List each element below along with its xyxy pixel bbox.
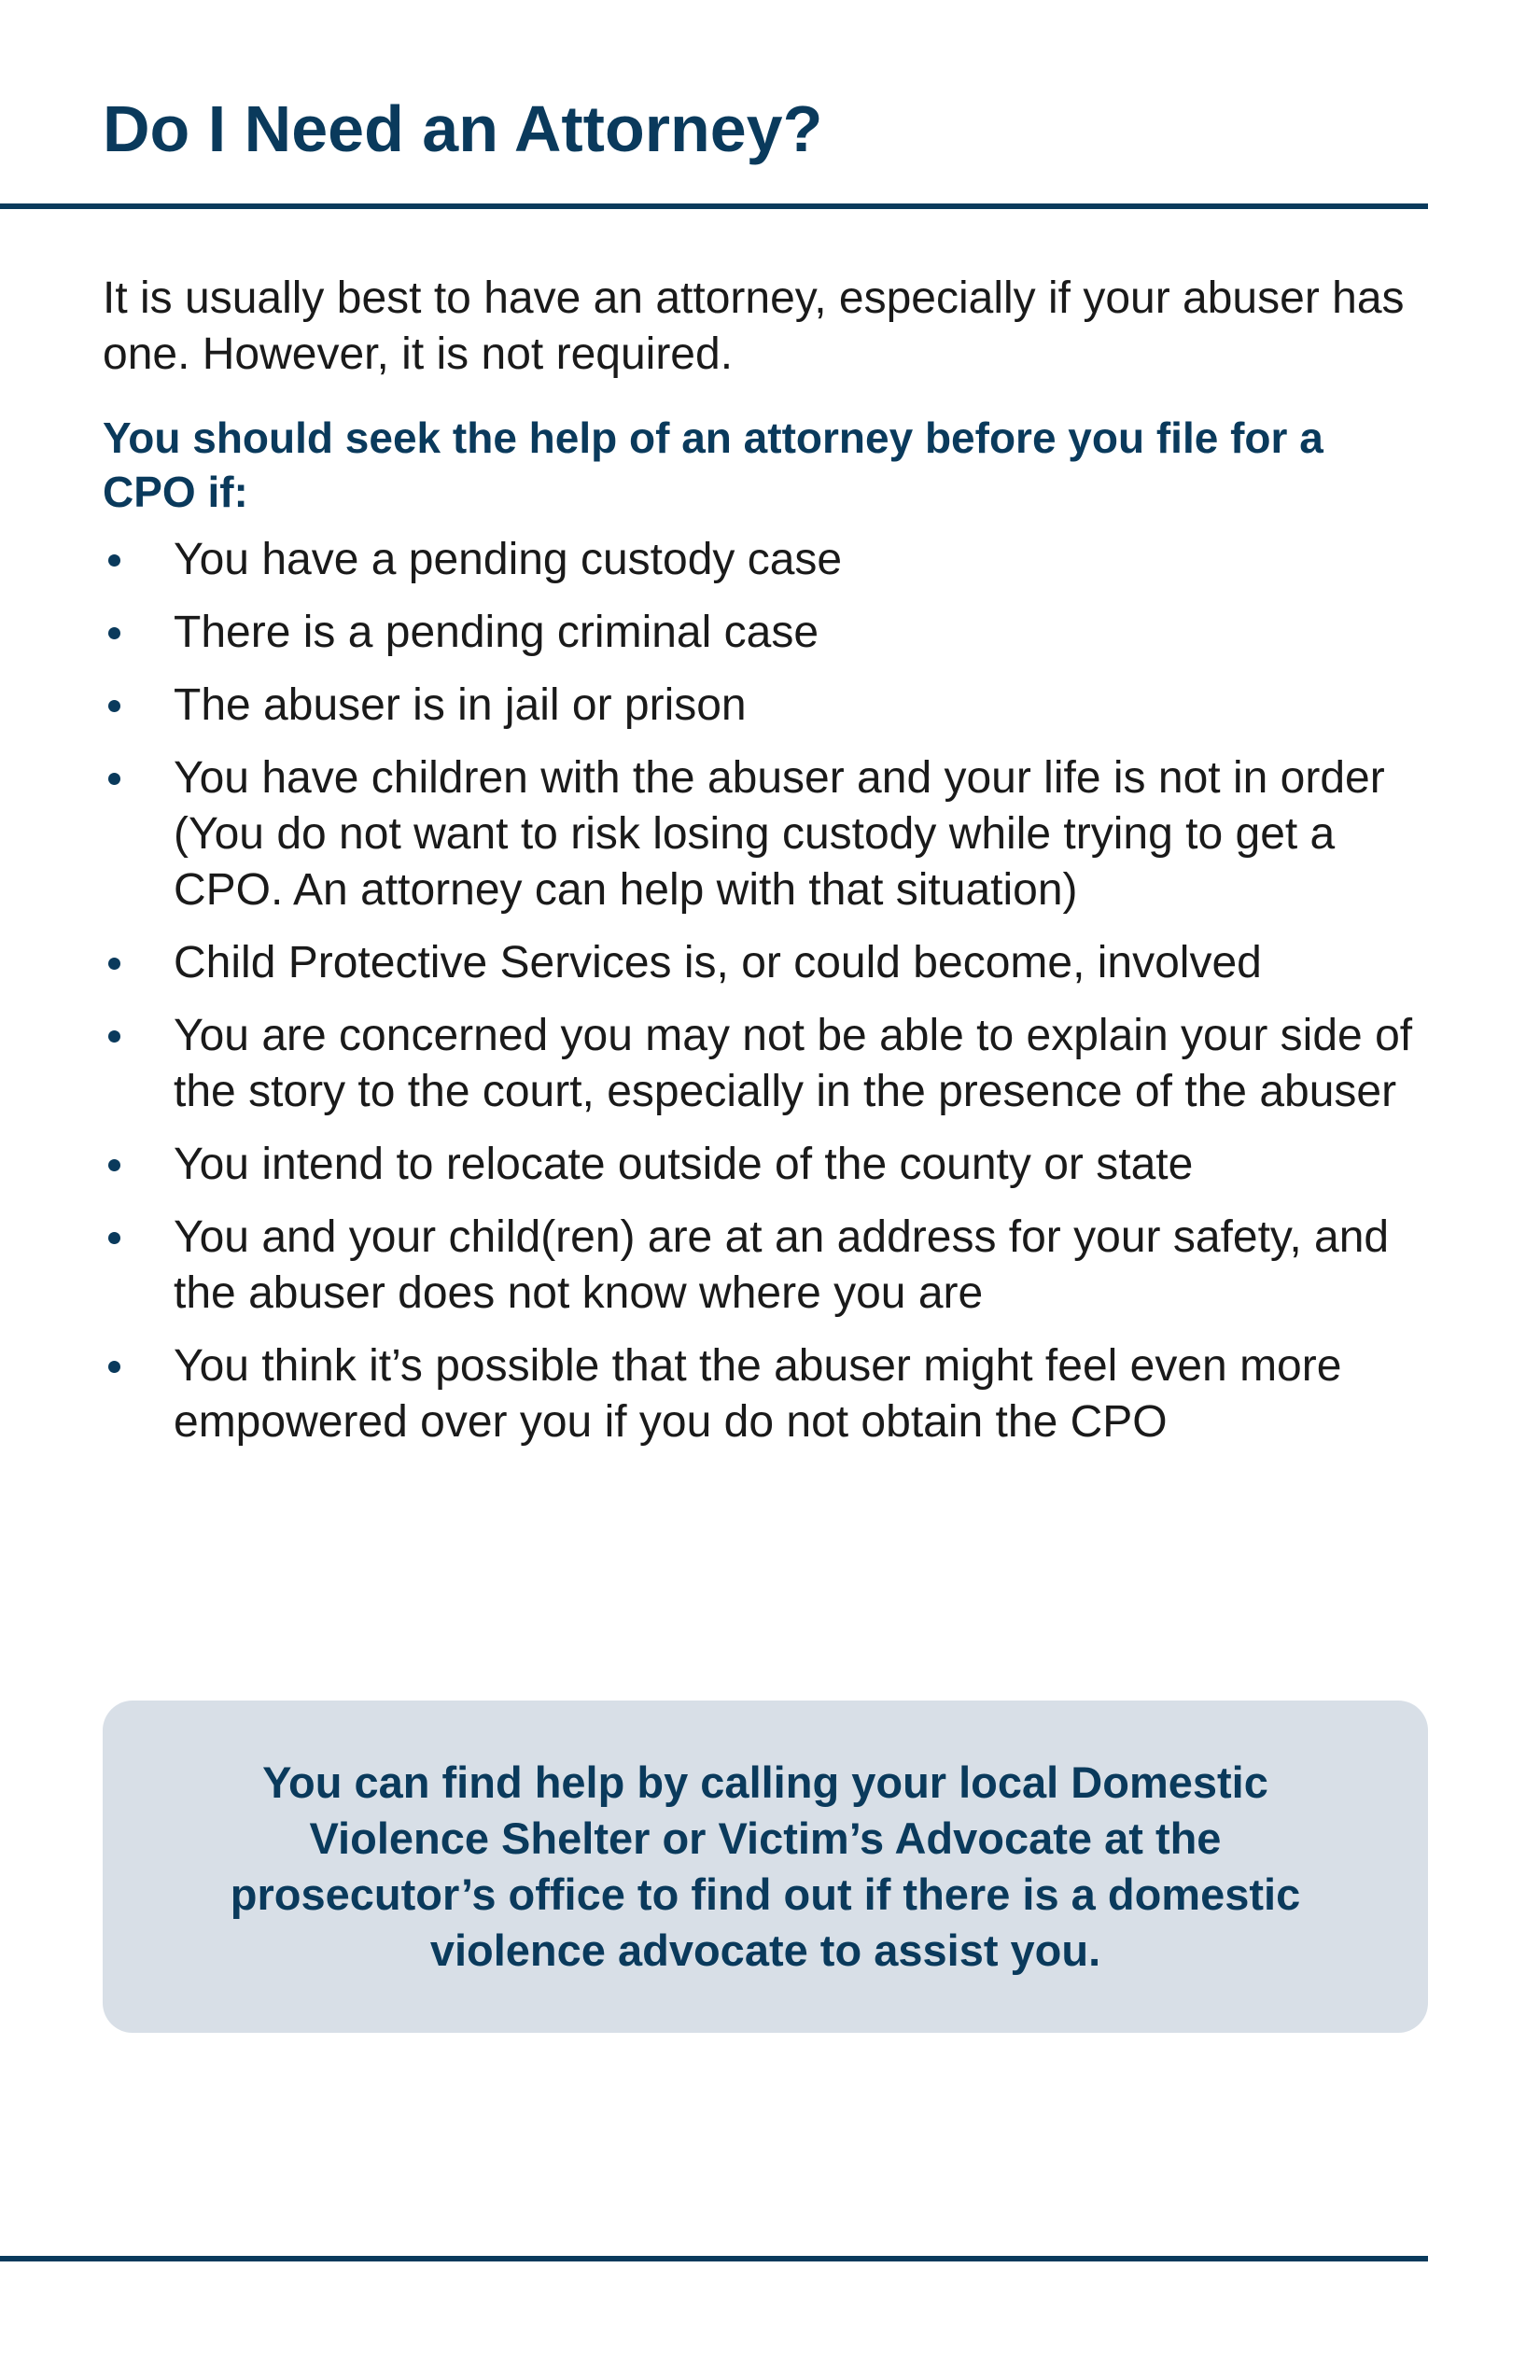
list-item-text: You intend to relocate outside of the county or state xyxy=(174,1140,1194,1189)
list-item xyxy=(103,1137,1428,1193)
bullet-icon xyxy=(108,627,120,639)
page-title: Do I Need an Attorney? xyxy=(103,92,823,165)
list-item-text: You and your child(ren) are at an address for your safety, and the abuser does not know where you are xyxy=(174,1212,1390,1318)
list-item-text: The abuser is in jail or prison xyxy=(174,680,747,730)
list-item-text: There is a pending criminal case xyxy=(174,608,819,657)
list-item-text: You have a pending custody case xyxy=(174,535,843,584)
list-item xyxy=(103,1338,1428,1450)
section-subheading: You should seek the help of an attorney before you file for a CPO if: xyxy=(103,413,1323,516)
bullet-icon xyxy=(108,1232,120,1244)
list-item-text: Child Protective Services is, or could become, involved xyxy=(174,938,1262,987)
list-item xyxy=(103,678,1428,734)
help-callout-box xyxy=(103,1701,1428,2033)
bullet-icon xyxy=(108,773,120,785)
list-item xyxy=(103,750,1428,918)
bullet-icon xyxy=(108,1159,120,1171)
intro-paragraph: It is usually best to have an attorney, especially if your abuser has one. However, it is not required. xyxy=(103,273,1405,379)
list-item-text: You are concerned you may not be able to explain your side of the story to the court, especially in the presence of the abuser xyxy=(174,1011,1413,1116)
list-item xyxy=(103,605,1428,661)
list-item xyxy=(103,1008,1428,1120)
bottom-divider xyxy=(0,2256,1428,2261)
bullet-icon xyxy=(108,700,120,712)
top-divider xyxy=(0,203,1428,209)
main-content xyxy=(103,271,1428,1467)
bullet-icon xyxy=(108,958,120,970)
criteria-list xyxy=(103,532,1428,1450)
bullet-icon xyxy=(108,1361,120,1373)
bullet-icon xyxy=(108,554,120,567)
list-item-text: You think it’s possible that the abuser might feel even more empowered over you if you do not obtain the CPO xyxy=(174,1341,1342,1447)
list-item xyxy=(103,935,1428,991)
bullet-icon xyxy=(108,1030,120,1043)
help-callout-text: You can find help by calling your local Domestic Violence Shelter or Victim’s Advocate at the prosecutor’s office to find out if there is a domestic violence advocate to assist you. xyxy=(230,1757,1301,1975)
list-item xyxy=(103,532,1428,588)
list-item-text: You have children with the abuser and your life is not in order (You do not want to risk losing custody while trying to get a CPO. An attorney can help with that situation) xyxy=(174,753,1385,915)
list-item xyxy=(103,1210,1428,1322)
